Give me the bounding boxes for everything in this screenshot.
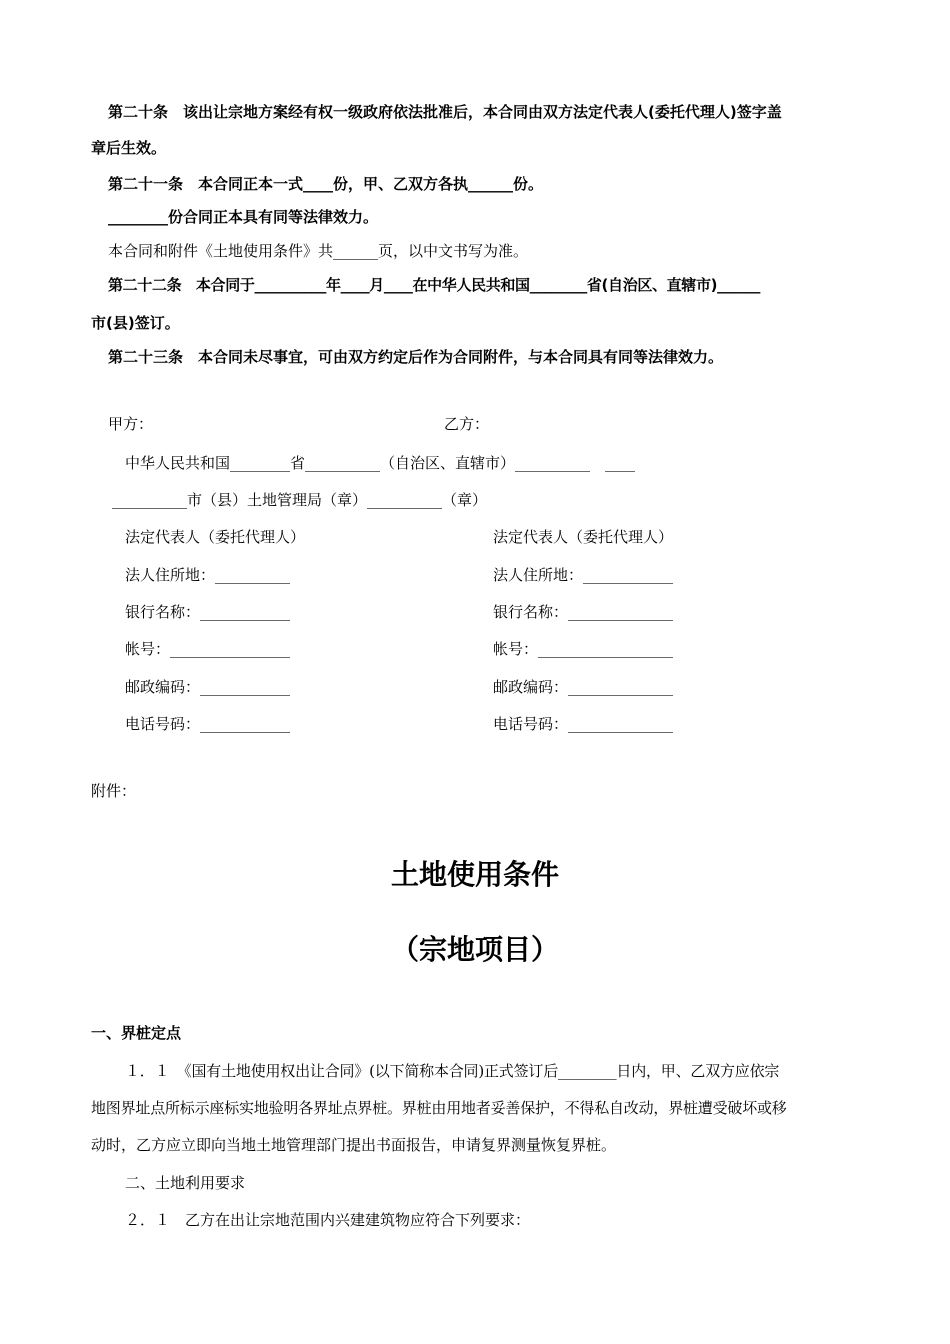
- party-a-bank: 银行名称：____________: [125, 603, 291, 621]
- article-22-line1: 第二十二条 本合同于__________年____月____在中华人民共和国________省(自治区、直辖市)______: [108, 276, 761, 294]
- party-b-label: 乙方：: [444, 415, 490, 433]
- article-20-line2: 章后生效。: [91, 139, 167, 157]
- party-a-phone: 电话号码：____________: [125, 715, 291, 733]
- party-a-representative: 法定代表人（委托代理人）: [125, 528, 306, 546]
- country-province-line: 中华人民共和国________省__________（自治区、直辖市）__________ ____: [125, 454, 636, 472]
- clause-2-1: ２．１ 乙方在出让宗地范围内兴建建筑物应符合下列要求：: [125, 1211, 531, 1229]
- section-1-heading: 一、界桩定点: [91, 1024, 182, 1042]
- party-b-postal-code: 邮政编码：______________: [493, 678, 674, 696]
- article-21-line2: ________份合同正本具有同等法律效力。: [108, 208, 379, 226]
- conditions-subtitle: （宗地项目）: [390, 933, 559, 966]
- attachment-label: 附件：: [91, 782, 137, 800]
- party-b-bank: 银行名称：______________: [493, 603, 674, 621]
- article-20-line1: 第二十条 该出让宗地方案经有权一级政府依法批准后，本合同由双方法定代表人(委托代理人)签字盖: [108, 103, 782, 121]
- party-b-address: 法人住所地：____________: [493, 566, 674, 584]
- article-23-line: 第二十三条 本合同未尽事宜，可由双方约定后作为合同附件，与本合同具有同等法律效力。: [108, 348, 724, 366]
- clause-1-1-line3: 动时，乙方应立即向当地土地管理部门提出书面报告，申请复界测量恢复界桩。: [91, 1136, 617, 1154]
- section-2-heading: 二、土地利用要求: [125, 1174, 246, 1192]
- party-a-postal-code: 邮政编码：____________: [125, 678, 291, 696]
- conditions-title: 土地使用条件: [390, 858, 559, 891]
- party-b-phone: 电话号码：______________: [493, 715, 674, 733]
- article-21-line1: 第二十一条 本合同正本一式____份，甲、乙双方各执______份。: [108, 175, 544, 193]
- clause-1-1-line1: １．１ 《国有土地使用权出让合同》(以下简称本合同)正式签订后________日内，甲、乙双方应依宗: [125, 1062, 780, 1080]
- pages-count-line: 本合同和附件《土地使用条件》共______页，以中文书写为准。: [108, 242, 529, 260]
- party-b-representative: 法定代表人（委托代理人）: [493, 528, 674, 546]
- bureau-seal-line: __________市（县）土地管理局（章）__________（章）: [112, 491, 488, 509]
- party-a-account: 帐号：________________: [125, 640, 291, 658]
- party-b-account: 帐号：__________________: [493, 640, 674, 658]
- clause-1-1-line2: 地图界址点所标示座标实地验明各界址点界桩。界桩由用地者妥善保护，不得私自改动，界桩遭受破坏或移: [91, 1099, 787, 1117]
- party-a-address: 法人住所地：__________: [125, 566, 291, 584]
- article-22-line2: 市(县)签订。: [91, 314, 180, 332]
- party-a-label: 甲方：: [108, 415, 154, 433]
